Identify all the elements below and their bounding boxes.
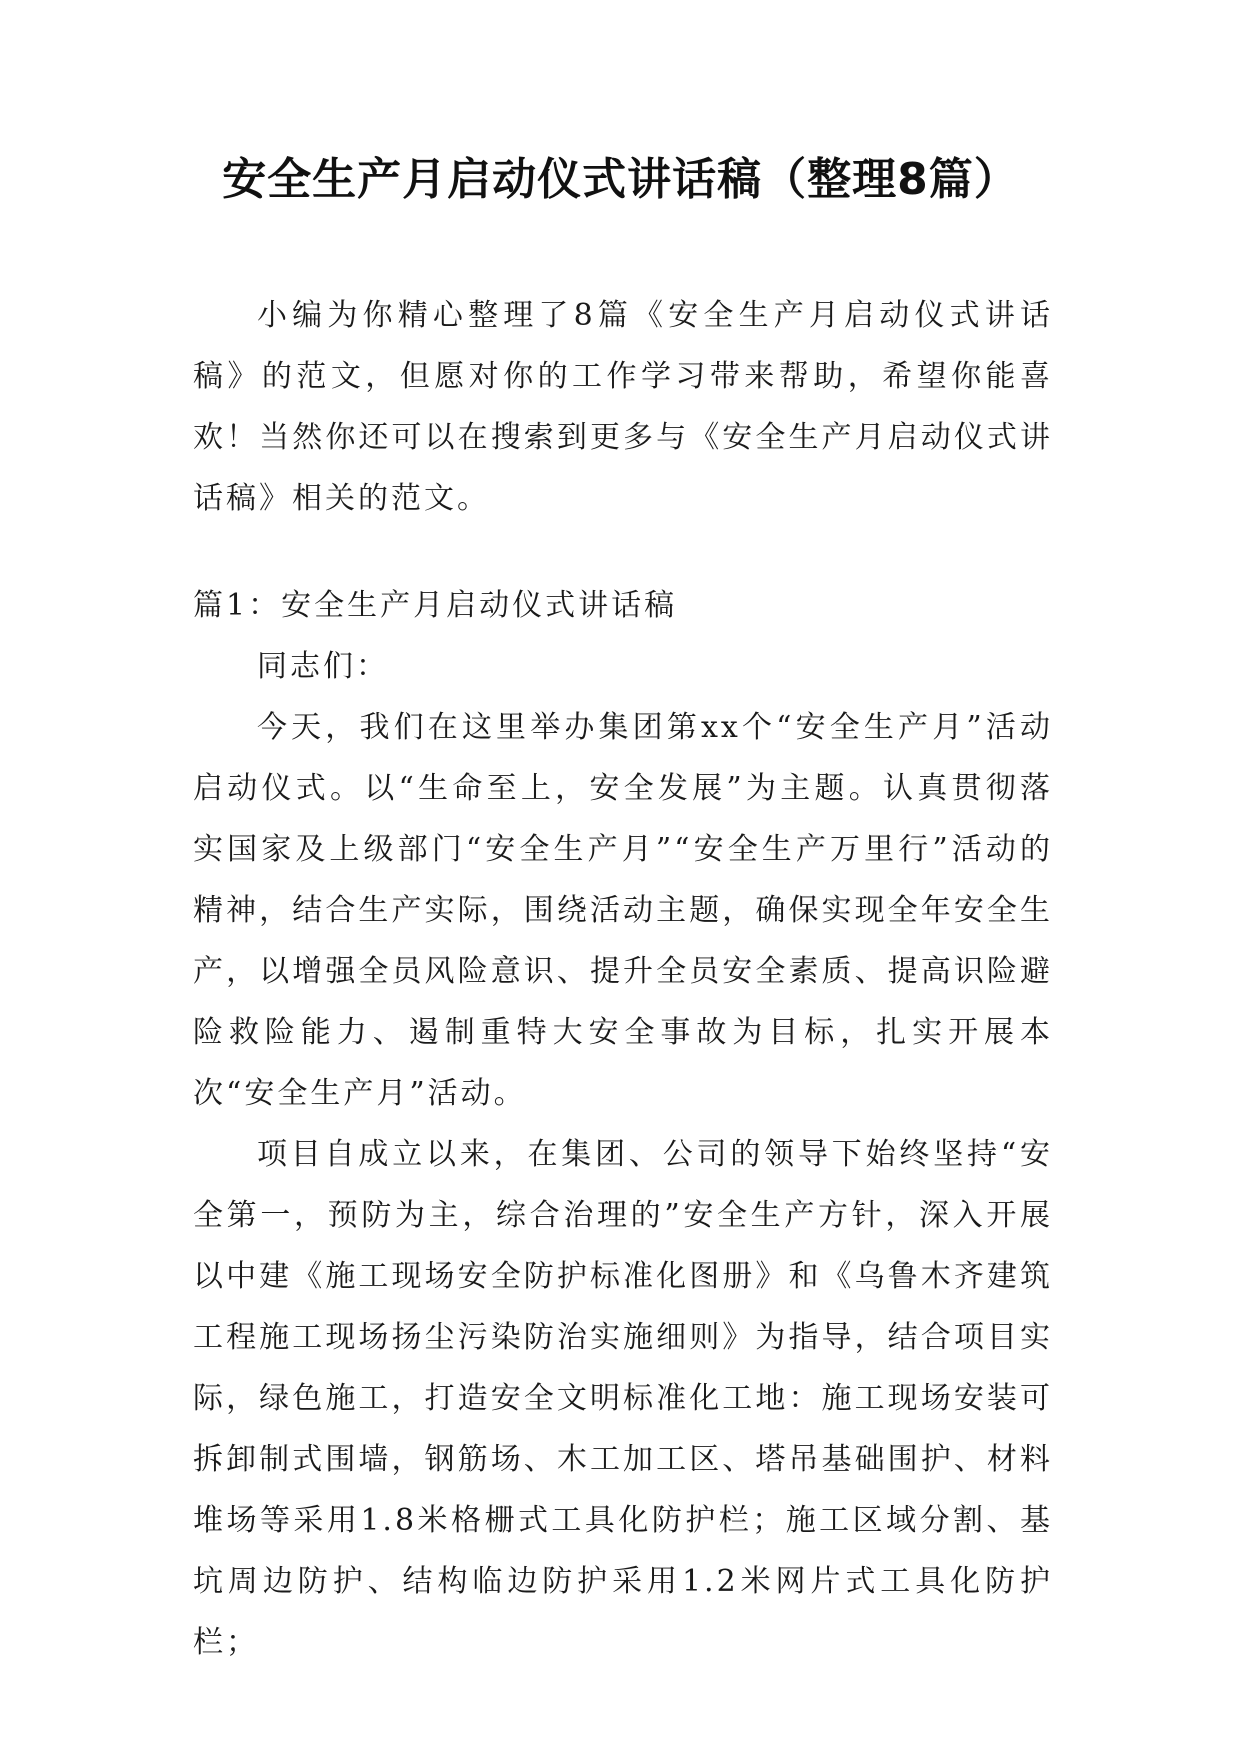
document-title: 安全生产月启动仪式讲话稿（整理8篇） (222, 154, 1019, 205)
body-paragraph-2: 项目自成立以来，在集团、公司的领导下始终坚持“安全第一，预防为主，综合治理的”安全生产方针，深入开展以中建《施工现场安全防护标准化图册》和《乌鲁木齐建筑工程施工现场扬尘污染防治实施细则》为指导，结合项目实际，绿色施工，打造安全文明标准化工地：施工现场安装可拆卸制式围墙，钢筋场、木工加工区、塔吊基础围护、材料堆场等采用1.8米格栅式工具化防护栏；施工区域分割、基坑周边防护、结构临边防护采用1.2米网片式工具化防护栏； (193, 1137, 1053, 1660)
body-paragraph-1: 今天，我们在这里举办集团第xx个“安全生产月”活动启动仪式。以“生命至上，安全发展”为主题。认真贯彻落实国家及上级部门“安全生产月”“安全生产万里行”活动的精神，结合生产实际，围绕活动主题，确保实现全年安全生产，以增强全员风险意识、提升全员安全素质、提高识险避险救险能力、遏制重特大安全事故为目标，扎实开展本次“安全生产月”活动。 (193, 710, 1053, 1111)
salutation: 同志们： (257, 649, 389, 684)
section-heading: 篇1：安全生产月启动仪式讲话稿 (193, 588, 678, 623)
section-1 (193, 575, 1053, 1673)
intro-paragraph: 小编为你精心整理了8篇《安全生产月启动仪式讲话稿》的范文，但愿对你的工作学习带来帮助，希望你能喜欢！当然你还可以在搜索到更多与《安全生产月启动仪式讲话稿》相关的范文。 (193, 298, 1053, 516)
